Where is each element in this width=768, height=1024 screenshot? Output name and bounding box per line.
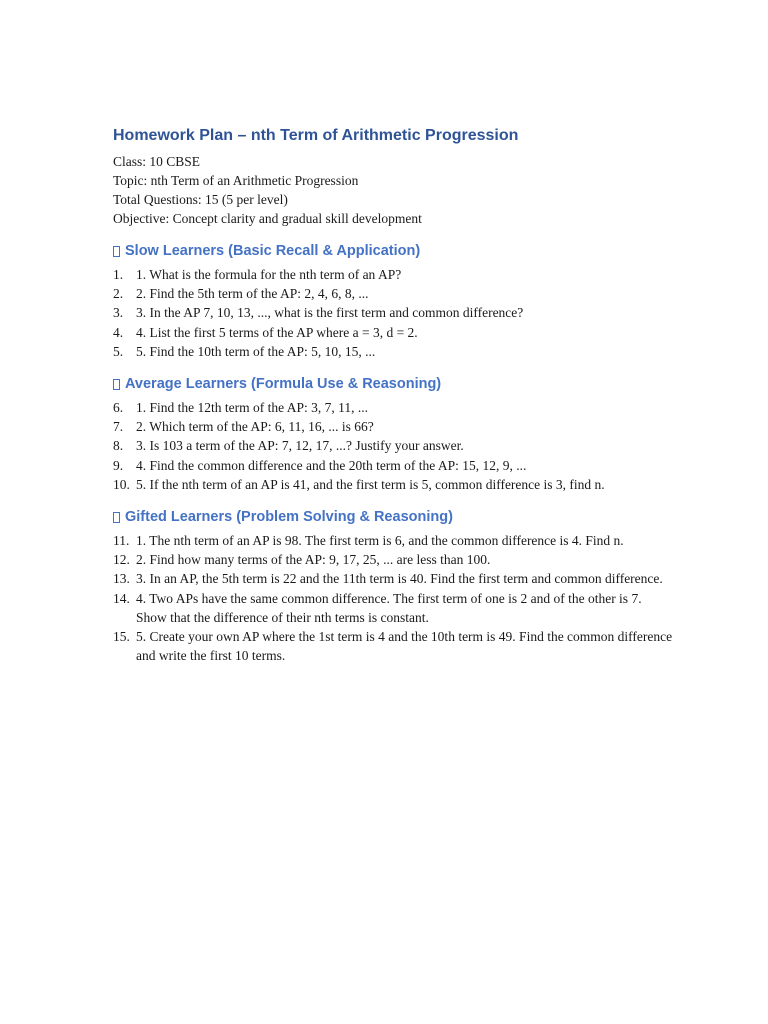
section-heading-average-learners: [113, 374, 673, 394]
question-item: [113, 284, 673, 303]
question-number: 15.: [113, 629, 130, 645]
question-item: [113, 265, 673, 284]
question-text: 3. In an AP, the 5th term is 22 and the 11th term is 40. Find the first term and common difference.: [136, 571, 663, 587]
question-number: 14.: [113, 590, 130, 606]
section-heading-text: Gifted Learners (Problem Solving & Reasoning): [125, 509, 453, 526]
question-item: [113, 398, 673, 417]
document-meta: [113, 152, 673, 228]
missing-glyph-box-icon: [113, 246, 120, 257]
question-number: 8.: [113, 438, 124, 454]
meta-topic: Topic: nth Term of an Arithmetic Progression: [113, 173, 359, 188]
question-text: 5. If the nth term of an AP is 41, and the first term is 5, common difference is 3, find n.: [136, 476, 605, 492]
document-title: Homework Plan – nth Term of Arithmetic Progression: [113, 127, 519, 144]
question-list-gifted-learners: [113, 531, 673, 665]
section-heading-text: Slow Learners (Basic Recall & Application): [125, 243, 421, 259]
meta-total-questions: Total Questions: 15 (5 per level): [113, 192, 288, 207]
question-item: [113, 303, 673, 322]
question-number: 12.: [113, 552, 130, 568]
question-item: [113, 627, 673, 665]
question-list-average-learners: [113, 398, 673, 494]
question-text: 1. The nth term of an AP is 98. The first term is 6, and the common difference is 4. Find n.: [136, 533, 624, 549]
section-heading-slow-learners: [113, 241, 673, 261]
question-number: 13.: [113, 571, 130, 587]
meta-objective: Objective: Concept clarity and gradual skill development: [113, 211, 422, 226]
section-heading-gifted-learners: [113, 507, 673, 527]
question-item: [113, 323, 673, 342]
question-text: 1. What is the formula for the nth term of an AP?: [136, 267, 402, 282]
section-heading-text: Average Learners (Formula Use & Reasoning): [125, 376, 442, 393]
question-text: 2. Find how many terms of the AP: 9, 17, 25, ... are less than 100.: [136, 552, 491, 568]
question-text: 4. Two APs have the same common difference. The first term of one is 2 and of the other is 7. Show that the difference of their nth terms is constant.: [136, 590, 642, 625]
question-text: 2. Find the 5th term of the AP: 2, 4, 6, 8, ...: [136, 286, 369, 302]
question-number: 2.: [113, 286, 124, 302]
question-number: 3.: [113, 305, 124, 321]
question-item: [113, 589, 673, 627]
question-item: [113, 417, 673, 436]
question-number: 10.: [113, 476, 130, 492]
question-number: 4.: [113, 324, 124, 340]
question-item: [113, 531, 673, 550]
question-item: [113, 436, 673, 455]
section-average-learners: [113, 374, 673, 494]
question-number: 7.: [113, 419, 124, 435]
question-item: [113, 456, 673, 475]
question-number: 9.: [113, 457, 124, 473]
question-number: 11.: [113, 533, 130, 549]
question-text: 2. Which term of the AP: 6, 11, 16, ... is 66?: [136, 419, 374, 435]
question-text: 1. Find the 12th term of the AP: 3, 7, 11, ...: [136, 400, 368, 416]
question-text: 3. In the AP 7, 10, 13, ..., what is the first term and common difference?: [136, 305, 524, 321]
missing-glyph-box-icon: [113, 379, 120, 390]
question-number: 6.: [113, 400, 124, 416]
section-slow-learners: [113, 241, 673, 361]
question-text: 4. Find the common difference and the 20th term of the AP: 15, 12, 9, ...: [136, 457, 527, 473]
question-text: 3. Is 103 a term of the AP: 7, 12, 17, ...? Justify your answer.: [136, 438, 464, 454]
question-item: [113, 475, 673, 494]
meta-class: Class: 10 CBSE: [113, 154, 201, 169]
question-text: 5. Create your own AP where the 1st term is 4 and the 10th term is 49. Find the common difference and write the first 10 terms.: [136, 629, 673, 664]
question-list-slow-learners: [113, 265, 673, 361]
question-number: 1.: [113, 267, 124, 282]
question-text: 4. List the first 5 terms of the AP where a = 3, d = 2.: [136, 324, 418, 340]
missing-glyph-box-icon: [113, 512, 120, 523]
section-gifted-learners: [113, 507, 673, 665]
question-item: [113, 569, 673, 588]
document-body: [113, 125, 673, 665]
question-text: 5. Find the 10th term of the AP: 5, 10, 15, ...: [136, 343, 376, 359]
question-item: [113, 342, 673, 361]
question-item: [113, 550, 673, 569]
question-number: 5.: [113, 343, 124, 359]
